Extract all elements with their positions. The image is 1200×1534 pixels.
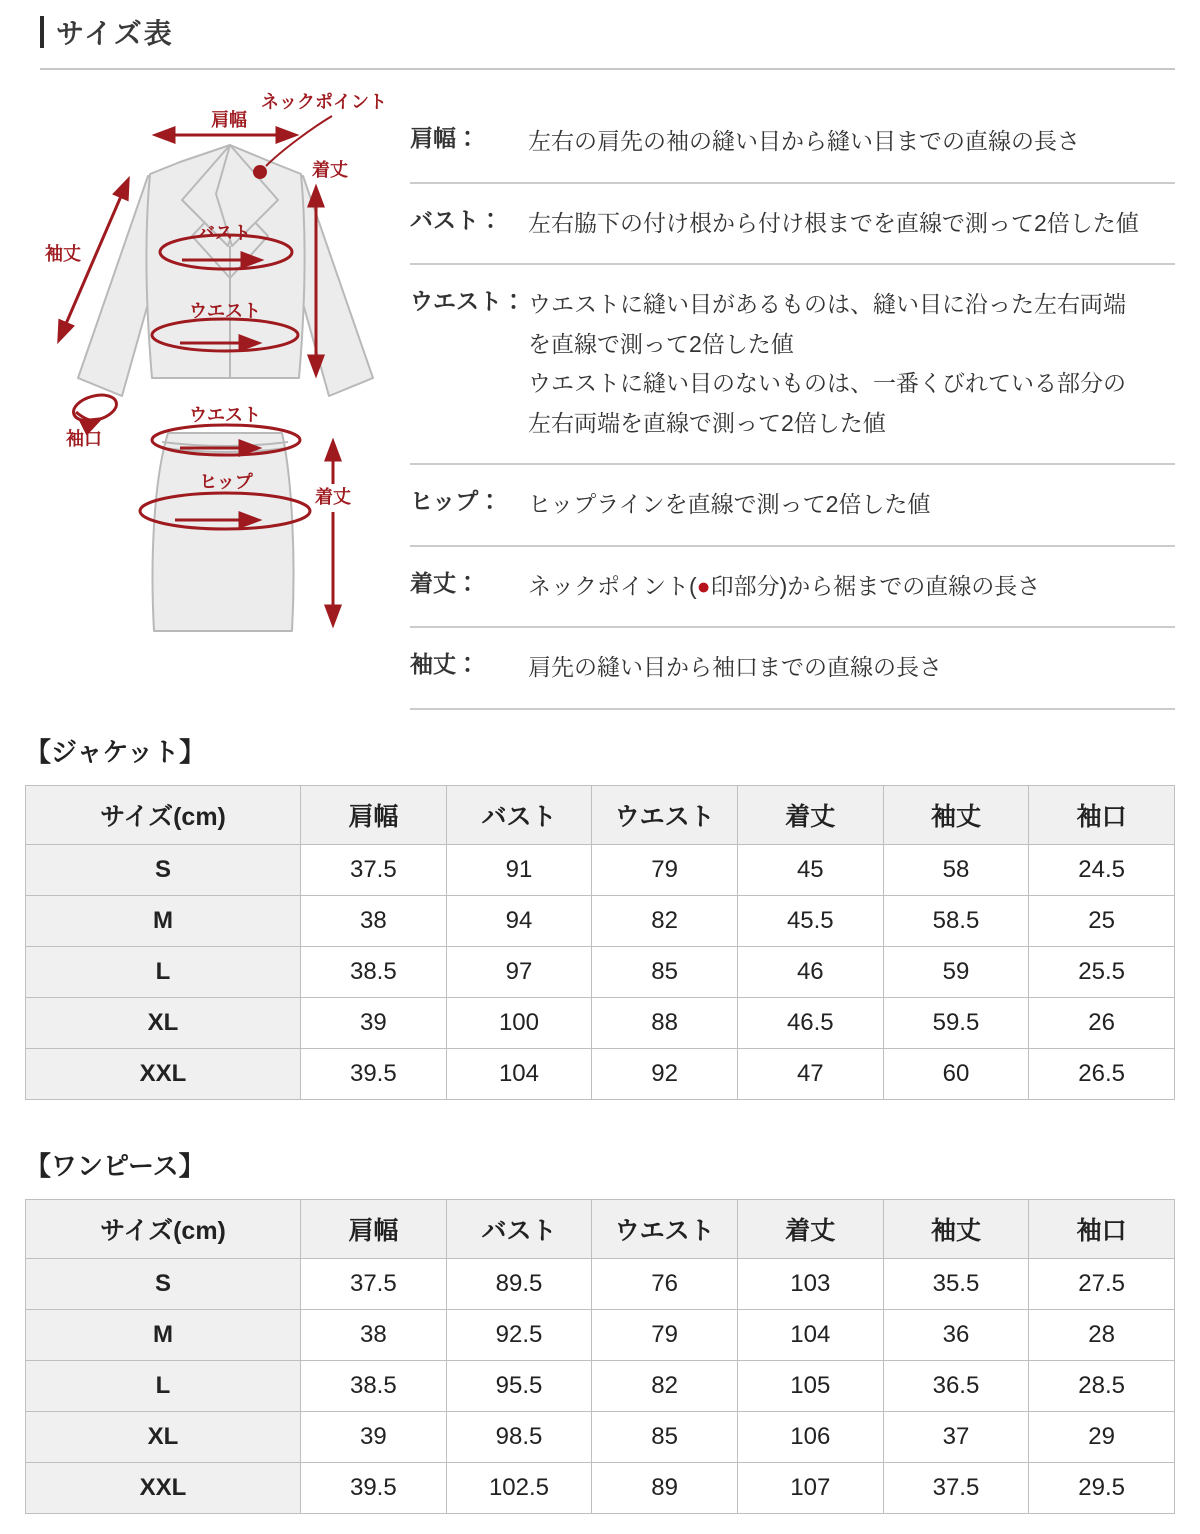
- value-cell: 91: [446, 844, 592, 895]
- value-cell: 98.5: [446, 1411, 592, 1462]
- size-cell: XL: [26, 1411, 301, 1462]
- value-cell: 39: [301, 997, 447, 1048]
- value-cell: 92: [592, 1048, 738, 1099]
- definition-term: 袖丈：: [410, 651, 479, 678]
- value-cell: 37.5: [883, 1462, 1029, 1513]
- title-divider: [40, 68, 1175, 70]
- jacket-heading: 【ジャケット】: [25, 736, 206, 767]
- onepiece-size-section: [25, 1146, 1175, 1514]
- value-cell: 25.5: [1029, 946, 1175, 997]
- value-cell: 76: [592, 1258, 738, 1309]
- value-cell: 35.5: [883, 1258, 1029, 1309]
- value-cell: 38.5: [301, 1360, 447, 1411]
- table-row: [26, 1309, 1175, 1360]
- definition-description: 左右の肩先の袖の縫い目から縫い目までの直線の長さ: [528, 128, 1080, 154]
- value-cell: 89: [592, 1462, 738, 1513]
- column-header-length: 着丈: [737, 1199, 883, 1258]
- definition-description: ヒップラインを直線で測って2倍した値: [528, 491, 931, 518]
- value-cell: 29.5: [1029, 1462, 1175, 1513]
- value-cell: 104: [737, 1309, 883, 1360]
- column-header-cuff: 袖口: [1029, 785, 1175, 844]
- definition-term: ウエスト：: [410, 288, 525, 315]
- value-cell: 106: [737, 1411, 883, 1462]
- value-cell: 92.5: [446, 1309, 592, 1360]
- jacket-waist-label: ウエスト: [189, 301, 261, 321]
- column-header-bust: バスト: [446, 1199, 592, 1258]
- shoulder-width-label: 肩幅: [211, 110, 247, 130]
- value-cell: 85: [592, 946, 738, 997]
- page-title: サイズ表: [56, 18, 174, 49]
- size-cell: XXL: [26, 1048, 301, 1099]
- value-cell: 104: [446, 1048, 592, 1099]
- definition-sleeve-length: [410, 628, 1175, 710]
- table-header-row: [26, 785, 1175, 844]
- value-cell: 27.5: [1029, 1258, 1175, 1309]
- definition-term: バスト：: [410, 206, 502, 233]
- size-cell: XL: [26, 997, 301, 1048]
- page-header: [25, 12, 1175, 70]
- value-cell: 28.5: [1029, 1360, 1175, 1411]
- value-cell: 82: [592, 1360, 738, 1411]
- value-cell: 39: [301, 1411, 447, 1462]
- value-cell: 39.5: [301, 1048, 447, 1099]
- value-cell: 38: [301, 895, 447, 946]
- skirt-length-label: 着丈: [315, 487, 351, 507]
- value-cell: 46: [737, 946, 883, 997]
- definition-term: ヒップ：: [410, 488, 502, 515]
- definition-description-line: ウエストに縫い目のないものは、一番くびれている部分の左右両端を直線で測って2倍した値: [528, 370, 1126, 436]
- neck-point-dot: [253, 165, 267, 179]
- value-cell: 47: [737, 1048, 883, 1099]
- column-header-size: サイズ(cm): [26, 1199, 301, 1258]
- size-cell: L: [26, 1360, 301, 1411]
- table-row: [26, 997, 1175, 1048]
- value-cell: 59.5: [883, 997, 1029, 1048]
- value-cell: 39.5: [301, 1462, 447, 1513]
- value-cell: 36: [883, 1309, 1029, 1360]
- size-cell: S: [26, 1258, 301, 1309]
- value-cell: 38.5: [301, 946, 447, 997]
- value-cell: 97: [446, 946, 592, 997]
- value-cell: 82: [592, 895, 738, 946]
- jacket-length-label: 着丈: [312, 160, 348, 180]
- value-cell: 46.5: [737, 997, 883, 1048]
- value-cell: 103: [737, 1258, 883, 1309]
- table-row: [26, 1048, 1175, 1099]
- column-header-size: サイズ(cm): [26, 785, 301, 844]
- definition-hip: [410, 465, 1175, 547]
- value-cell: 28: [1029, 1309, 1175, 1360]
- column-header-waist: ウエスト: [592, 1199, 738, 1258]
- definition-shoulder-width: [410, 102, 1175, 184]
- onepiece-heading: 【ワンピース】: [25, 1150, 205, 1181]
- definition-description-post: 印部分)から裾までの直線の長さ: [710, 572, 1041, 599]
- column-header-waist: ウエスト: [592, 785, 738, 844]
- definition-description-line: ウエストに縫い目があるものは、縫い目に沿った左右両端を直線で測って2倍した値: [528, 291, 1126, 357]
- column-header-cuff: 袖口: [1029, 1199, 1175, 1258]
- size-cell: L: [26, 946, 301, 997]
- definition-description: 肩先の縫い目から袖口までの直線の長さ: [528, 654, 942, 681]
- definition-description: [528, 567, 1040, 607]
- value-cell: 38: [301, 1309, 447, 1360]
- definition-bust: [410, 184, 1175, 266]
- onepiece-size-table: [25, 1199, 1175, 1514]
- value-cell: 107: [737, 1462, 883, 1513]
- table-row: [26, 1462, 1175, 1513]
- value-cell: 100: [446, 997, 592, 1048]
- bust-label: バスト: [197, 223, 251, 243]
- value-cell: 59: [883, 946, 1029, 997]
- value-cell: 45: [737, 844, 883, 895]
- value-cell: 105: [737, 1360, 883, 1411]
- garment-diagram-svg: [30, 88, 410, 668]
- value-cell: 26: [1029, 997, 1175, 1048]
- neck-point-leader-line: [266, 116, 332, 166]
- size-cell: M: [26, 895, 301, 946]
- jacket-size-section: [25, 732, 1175, 1100]
- neck-point-dot-glyph: ●: [696, 572, 711, 599]
- value-cell: 37: [883, 1411, 1029, 1462]
- title-accent-bar: [40, 16, 44, 48]
- value-cell: 88: [592, 997, 738, 1048]
- neck-point-label: ネックポイント: [261, 92, 387, 112]
- value-cell: 58.5: [883, 895, 1029, 946]
- column-header-sleeve: 袖丈: [883, 785, 1029, 844]
- definition-description: [528, 285, 1140, 443]
- table-header-row: [26, 1199, 1175, 1258]
- definition-waist: [410, 265, 1175, 465]
- table-row: [26, 844, 1175, 895]
- definition-description-pre: ネックポイント(: [528, 572, 697, 599]
- definition-description: 左右脇下の付け根から付け根までを直線で測って2倍した値: [528, 209, 1139, 236]
- measurement-guide-section: [25, 88, 1175, 710]
- value-cell: 94: [446, 895, 592, 946]
- value-cell: 45.5: [737, 895, 883, 946]
- hip-label: ヒップ: [199, 472, 253, 492]
- column-header-sleeve: 袖丈: [883, 1199, 1029, 1258]
- value-cell: 79: [592, 844, 738, 895]
- column-header-shoulder: 肩幅: [301, 1199, 447, 1258]
- value-cell: 26.5: [1029, 1048, 1175, 1099]
- size-cell: M: [26, 1309, 301, 1360]
- value-cell: 60: [883, 1048, 1029, 1099]
- column-header-length: 着丈: [737, 785, 883, 844]
- measurement-definitions: [410, 88, 1175, 710]
- value-cell: 24.5: [1029, 844, 1175, 895]
- skirt-outline: [153, 433, 294, 631]
- value-cell: 25: [1029, 895, 1175, 946]
- garment-measurement-diagram: [30, 88, 410, 668]
- table-row: [26, 1258, 1175, 1309]
- table-row: [26, 895, 1175, 946]
- table-row: [26, 1411, 1175, 1462]
- column-header-shoulder: 肩幅: [301, 785, 447, 844]
- definition-term: 着丈：: [410, 569, 479, 596]
- table-row: [26, 946, 1175, 997]
- definition-term: 肩幅：: [410, 125, 479, 151]
- value-cell: 89.5: [446, 1258, 592, 1309]
- definition-length: [410, 547, 1175, 629]
- size-cell: XXL: [26, 1462, 301, 1513]
- value-cell: 37.5: [301, 1258, 447, 1309]
- value-cell: 29: [1029, 1411, 1175, 1462]
- value-cell: 85: [592, 1411, 738, 1462]
- value-cell: 37.5: [301, 844, 447, 895]
- value-cell: 102.5: [446, 1462, 592, 1513]
- value-cell: 58: [883, 844, 1029, 895]
- table-row: [26, 1360, 1175, 1411]
- sleeve-length-label: 袖丈: [45, 244, 81, 264]
- jacket-size-table: [25, 785, 1175, 1100]
- cuff-label: 袖口: [66, 429, 102, 449]
- column-header-bust: バスト: [446, 785, 592, 844]
- value-cell: 95.5: [446, 1360, 592, 1411]
- value-cell: 36.5: [883, 1360, 1029, 1411]
- size-cell: S: [26, 844, 301, 895]
- skirt-waist-label: ウエスト: [189, 405, 261, 425]
- value-cell: 79: [592, 1309, 738, 1360]
